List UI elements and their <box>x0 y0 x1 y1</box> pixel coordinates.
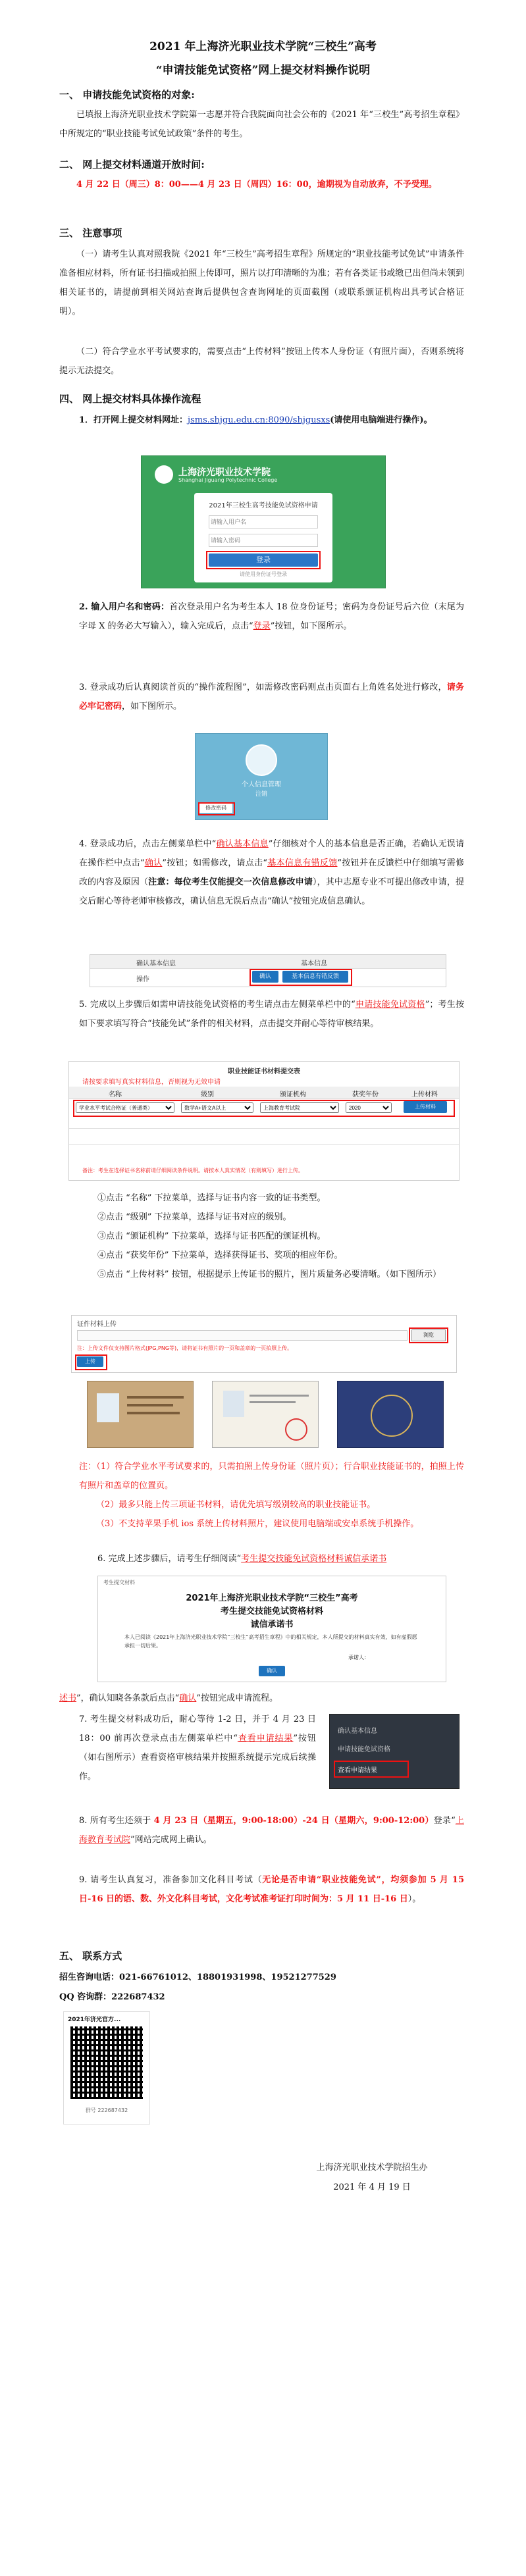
upload-highlight <box>75 1354 107 1370</box>
contact-phone: 招生咨询电话：021-66761012、18801931998、19521277529 <box>59 1972 336 1982</box>
upload-button[interactable]: 上传 <box>77 1356 103 1367</box>
submit-url-link[interactable]: jsms.shjgu.edu.cn:8090/shjgusxs <box>188 415 330 425</box>
contact-qq: QQ 咨询群：222687432 <box>59 1992 165 2002</box>
cert-table-title: 职业技能证书材料提交表 <box>228 1068 300 1075</box>
profile-logout[interactable]: 注销 <box>255 791 267 798</box>
confirm-link[interactable]: 确认 <box>144 858 163 868</box>
confirm-highlight <box>250 969 352 986</box>
step-3: 3. 登录成功后认真阅读首页的“操作流程图”，如需修改密码则点击页面右上角姓名处进行修改，请务必牢记密码，如下图所示。 <box>79 683 464 711</box>
login-link[interactable]: 登录 <box>253 621 271 631</box>
emblem-icon <box>371 1395 413 1437</box>
pledge-link-tail: 述书 <box>59 1693 77 1703</box>
section-3-heading: 三、 注意事项 <box>59 227 122 239</box>
view-result-link[interactable]: 查看申请结果 <box>237 1734 294 1743</box>
pledge-top: 考生提交材料 <box>103 1580 135 1585</box>
notes <box>79 1457 464 1533</box>
confirm-button[interactable]: 确认 <box>252 971 278 983</box>
pledge-title2: 考生提交技能免试资格材料 <box>220 1607 323 1616</box>
pledge-confirm-button[interactable]: 确认 <box>259 1666 285 1676</box>
school-logo <box>155 465 173 484</box>
profile-screenshot <box>195 733 328 820</box>
menu-view-result[interactable]: 查看申请结果 <box>338 1767 377 1774</box>
certificate-table-screenshot <box>68 1061 460 1181</box>
upload-dialog-title: 证件材料上传 <box>77 1321 117 1328</box>
change-password-button[interactable]: 修改密码 <box>199 804 232 813</box>
step-4: 4. 登录成功后，点击左侧菜单栏中“确认基本信息”仔细核对个人的基本信息是否正确，若确认无误请在操作栏中点击“确认”按钮；如需修改，请点击“基本信息有错反馈”按钮并在反馈栏中仔细填写需修改的内容及原因（注意：每位考生仅能提交一次信息修改申请），其中志愿专业不可提出修改申请，提交后耐心等待老师审核修改，确认信息无误后点击“确认”按钮完成信息确认。 <box>79 839 464 906</box>
footer-org: 上海济光职业技术学院招生办 <box>316 2163 428 2173</box>
menu-confirm-info[interactable]: 确认基本信息 <box>338 1728 377 1735</box>
cert-h-issuer: 颁证机构 <box>280 1091 306 1098</box>
certificate-photo-3 <box>337 1381 444 1448</box>
change-password-highlight <box>198 802 235 815</box>
step-2: 2. 输入用户名和密码：首次登录用户名为考生本人 18 位身份证号；密码为身份证号后六位（末尾为字母 X 的务必大写输入），输入完成后，点击“登录”按钮，如下图所示。 <box>79 602 464 631</box>
certificate-photo-1 <box>87 1381 194 1448</box>
confirm-info-link[interactable]: 确认基本信息 <box>216 839 269 849</box>
upload-note: 注：上传文件仅支持图片格式(JPG,PNG等)，请将证书有照片的一页和盖章的一页拍照上传。 <box>77 1345 293 1351</box>
section-2-heading: 二、 网上提交材料通道开放时间: <box>59 159 205 170</box>
qr-caption: 2021年济光官方... <box>68 2017 121 2023</box>
avatar-icon <box>246 744 277 776</box>
login-hint: 请使用身份证号登录 <box>240 571 287 577</box>
qr-sub: 群号 222687432 <box>85 2107 128 2113</box>
feedback-link[interactable]: 基本信息有错反馈 <box>267 858 338 868</box>
step-1: 1．打开网上提交材料网址：jsms.shjgu.edu.cn:8090/shjgusxs(请使用电脑端进行操作)。 <box>79 415 433 425</box>
upload-material-button[interactable]: 上传材料 <box>404 1101 447 1113</box>
step-6-line: 6. 完成上述步骤后，请考生仔细阅读“考生提交技能免试资格材料诚信承诺书 <box>97 1554 387 1564</box>
profile-user: 个人信息管理 <box>242 781 281 788</box>
login-screenshot <box>141 455 386 588</box>
pledge-screenshot <box>97 1576 446 1682</box>
step-9: 9. 请考生认真复习，准备参加文化科目考试（无论是否申请“职业技能免试”，均须参加 5 月 15 日-16 日的语、数、外文化科目考试，文化考试准考证打印时间为：5 月 11 日-16 日）。 <box>79 1875 464 1904</box>
cert-h-upload: 上传材料 <box>411 1091 438 1098</box>
step-7: 7. 考生提交材料成功后，耐心等待 1-2 日，并于 4 月 23 日 18：00 前再次登录点击左侧菜单栏中“查看申请结果”按钮（如右图所示）查看资格审核结果并按照系统提示完成后续操作。 <box>79 1714 316 1782</box>
qr-card <box>63 2011 150 2125</box>
id-photo <box>97 1393 119 1422</box>
integrity-pledge-link[interactable]: 考生提交技能免试资格材料诚信承诺书 <box>241 1554 387 1564</box>
login-highlight <box>206 551 321 569</box>
doc-title-line2: “申请技能免试资格”网上提交材料操作说明 <box>155 64 371 77</box>
list-item: ②点击 “级别” 下拉菜单，选择与证书对应的级别。 <box>97 1212 292 1222</box>
pledge-title1: 2021年上海济光职业技术学院“三校生”高考 <box>186 1593 358 1603</box>
seal-icon <box>285 1418 307 1441</box>
note-3: （3）不支持苹果手机 ios 系统上传材料照片，建议使用电脑端或安卓系统手机操作。 <box>96 1519 419 1529</box>
note-1: 注：（1）符合学业水平考试要求的，只需拍照上传身份证（照片页）；行合职业技能证书的，拍照上传有照片和盖章的位置页。 <box>79 1462 464 1491</box>
step-5: 5. 完成以上步骤后如需申请技能免试资格的考生请点击左侧菜单栏中的“申请技能免试资格”；考生按如下要求填写符合“技能免试”条件的相关材料，点击提交并耐心等待审核结果。 <box>79 1000 464 1029</box>
exam-site-link[interactable]: 上海教育考试院 <box>79 1816 464 1845</box>
section-3-p1: （一）请考生认真对照我院《2021 年“三校生”高考招生章程》所规定的“职业技能考试免试”申请条件准备相应材料，所有证书扫描或拍照上传即可，照片以打印清晰的为准；若有各类证书或缴已出但尚未领到相关证书的，请提前到相关网站查询后提供包含查询网址的页面截图（或联系颁证机构出具考试合格证明）。 <box>59 249 464 317</box>
list-item: ①点击 “名称” 下拉菜单，选择与证书内容一致的证书类型。 <box>97 1193 326 1203</box>
section-2-text: 4 月 22 日（周三）8：00——4 月 23 日（周四）16：00，逾期视为自动放弃，不予受理。 <box>76 180 437 190</box>
section-1-text: 已填报上海济光职业技术学院第一志愿并符合我院面向社会公布的《2021 年“三校生”高考招生章程》中所规定的“职业技能考试免试政策”条件的考生。 <box>59 110 464 139</box>
login-button[interactable]: 登录 <box>209 554 318 567</box>
login-form <box>194 493 332 582</box>
section-4-heading: 四、 网上提交材料具体操作流程 <box>59 393 201 405</box>
step-6-cont: 述书”，确认知晓各条款后点击“确认”按钮完成申请流程。 <box>59 1693 278 1703</box>
login-school-name: 上海济光职业技术学院 <box>178 467 271 478</box>
info-error-feedback-button[interactable]: 基本信息有错反馈 <box>282 971 348 983</box>
cert-h-year: 获奖年份 <box>352 1091 379 1098</box>
browse-button[interactable]: 浏览 <box>411 1329 446 1341</box>
pledge-title3: 诚信承诺书 <box>250 1620 294 1630</box>
confirm-col2: 基本信息 <box>301 960 327 967</box>
step-8: 8. 所有考生还须于 4 月 23 日（星期五，9:00-18:00）-24 日（星期六，9:00-12:00）登录“上海教育考试院”网站完成网上确认。 <box>79 1816 464 1845</box>
password-input[interactable] <box>209 534 318 547</box>
login-form-title: 2021年三校生高考技能免试资格申请 <box>209 502 318 509</box>
confirm-col1: 确认基本信息 <box>136 960 176 967</box>
section-1-heading: 一、 申请技能免试资格的对象: <box>59 89 195 101</box>
pledge-sign: 承诺人： <box>348 1655 369 1661</box>
list-item: ③点击 “颁证机构” 下拉菜单，选择与证书匹配的颁证机构。 <box>97 1231 326 1241</box>
pledge-body: 本人已阅读《2021年上海济光职业技术学院“三校生”高考招生章程》中的相关规定，本人所提交的材料真实有效，如有虚假愿承担一切后果。 <box>124 1634 417 1649</box>
list-item: ⑤点击 “上传材料” 按钮，根据提示上传证书的照片，图片质量务必要清晰。（如下图所示） <box>97 1270 442 1279</box>
cert-table-footnote: 备注：考生在选择证书名称前请仔细阅读条件说明。请按本人真实情况（有则填写）进行上传。 <box>82 1168 303 1173</box>
note-2: （2）最多只能上传三项证书材料，请优先填写级别较高的职业技能证书。 <box>96 1500 376 1510</box>
list-item: ④点击 “获奖年份” 下拉菜单，选择获得证书、奖项的相应年份。 <box>97 1250 343 1260</box>
cert-row-highlight <box>73 1100 455 1117</box>
upload-dialog-screenshot <box>71 1315 457 1373</box>
login-school-en: Shanghai Jiguang Polytechnic College <box>178 477 278 483</box>
footer-date: 2021 年 4 月 19 日 <box>333 2182 411 2192</box>
confirm-row-label: 操作 <box>136 976 149 983</box>
side-menu-screenshot <box>329 1714 460 1789</box>
doc-title-line1: 2021 年上海济光职业技术学院“三校生”高考 <box>149 40 377 53</box>
browse-highlight <box>409 1327 448 1343</box>
confirm-table-screenshot <box>90 954 446 987</box>
pledge-confirm-link[interactable]: 确认 <box>179 1693 197 1703</box>
apply-exemption-link[interactable]: 申请技能免试资格 <box>355 1000 425 1010</box>
menu-apply-exemption[interactable]: 申请技能免试资格 <box>338 1746 390 1753</box>
qr-code-icon <box>70 2026 143 2099</box>
section-5-heading: 五、 联系方式 <box>59 1950 122 1962</box>
cert-h-level: 级别 <box>201 1091 214 1098</box>
certificate-photo-2 <box>212 1381 319 1448</box>
cert-h-name: 名称 <box>109 1091 122 1098</box>
step-5-list <box>97 1189 463 1284</box>
username-input[interactable] <box>209 515 318 528</box>
cert-table-warn: 请按要求填写真实材料信息，否则视为无效申请 <box>82 1079 221 1086</box>
file-path-input[interactable] <box>77 1330 408 1341</box>
section-3-p2: （二）符合学业水平考试要求的，需要点击“上传材料”按钮上传本人身份证（有照片面），否则系统将提示无法提交。 <box>59 347 464 376</box>
menu-view-result-highlight <box>334 1761 409 1778</box>
